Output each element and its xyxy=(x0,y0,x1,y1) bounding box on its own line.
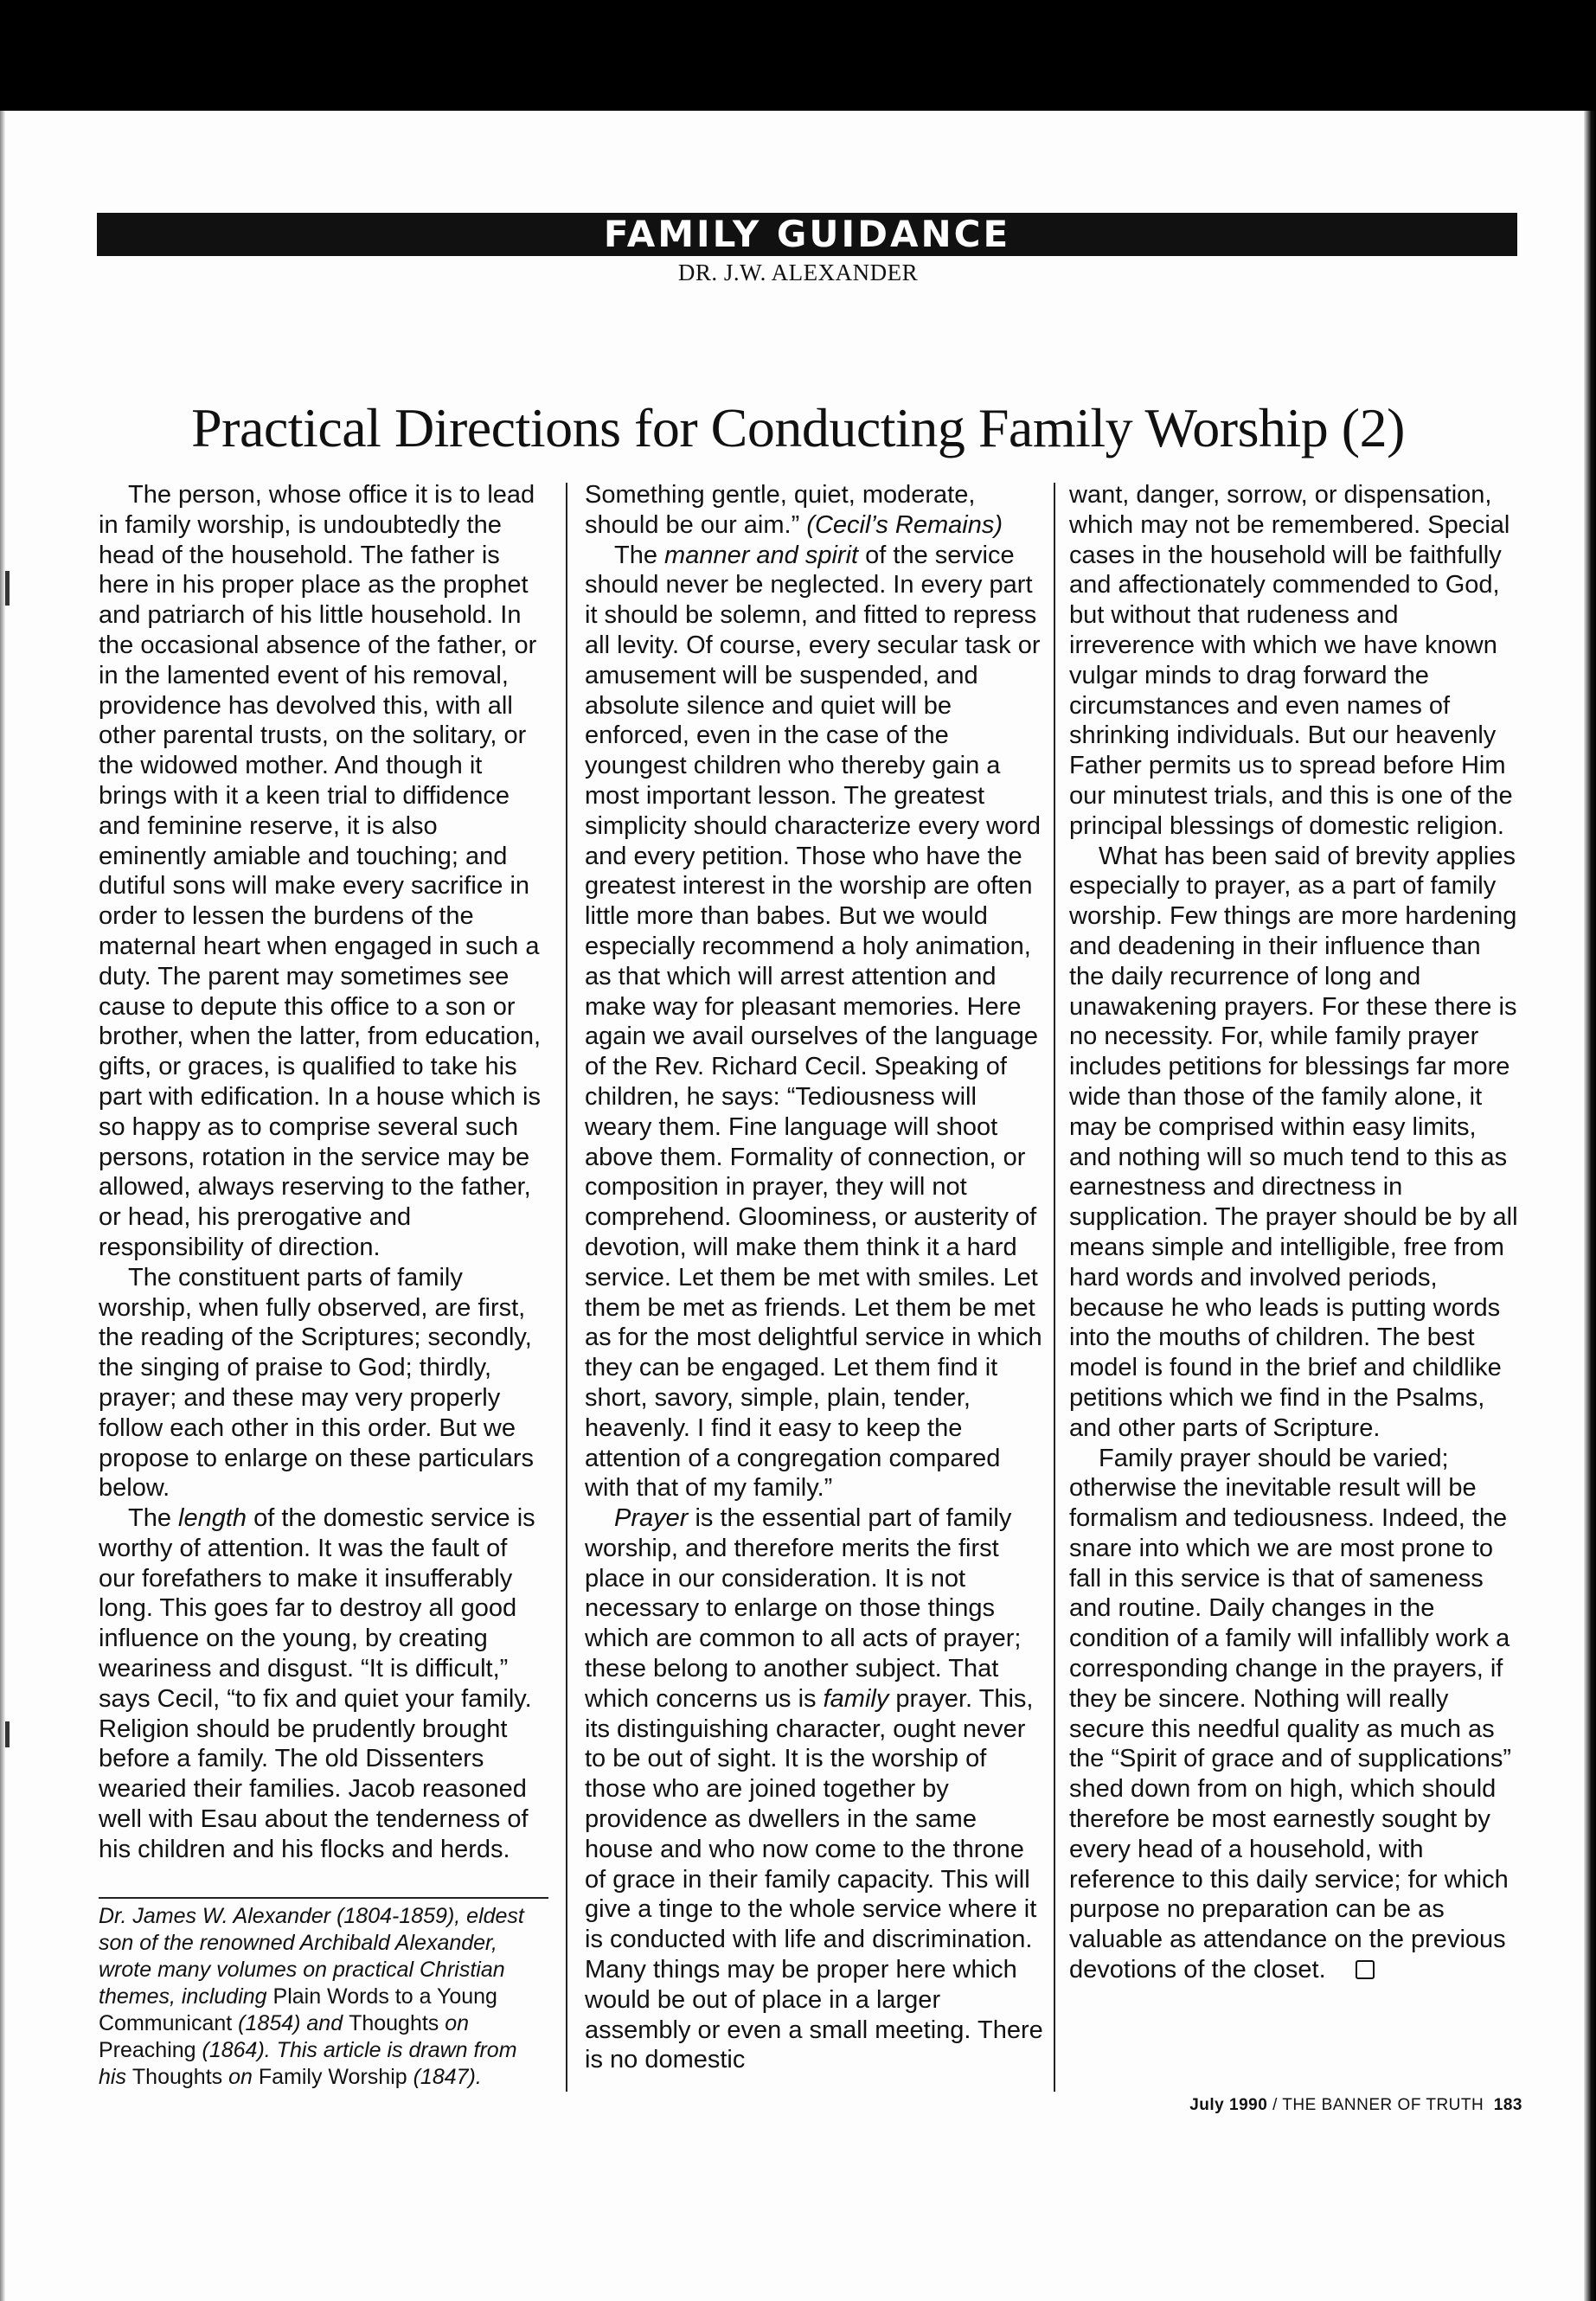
author-note xyxy=(99,1903,548,2091)
column-1 xyxy=(99,480,548,1865)
emphasis: manner and spirit xyxy=(664,541,859,569)
scan-top-border xyxy=(0,0,1596,111)
banner-text: FAMILY GUIDANCE xyxy=(603,213,1011,255)
end-mark-icon xyxy=(1356,1960,1375,1979)
text-run: of the domestic service is worthy of attention. It was the fault of our forefathers to make it insufferably long. This goes far to destroy all good influence on the young, by creating weariness and disgust. “It is difficult,” says Cecil, “to fix and quiet your family. Religion should be prudently brought before a family. The old Dissenters wearied their families. Jacob reasoned well with Esau about the tenderness of his children and his flocks and herds. xyxy=(99,1504,535,1863)
scan-mark xyxy=(5,571,10,606)
page-number: 183 xyxy=(1493,2096,1522,2114)
scan-mark xyxy=(5,1721,10,1747)
citation: (Cecil’s Remains) xyxy=(806,510,1003,539)
paragraph xyxy=(585,541,1043,1504)
text-run: is the essential part of family worship, and therefore merits the first place in our consideration. It is not necessary to enlarge on those things which are common to all acts of prayer; these belong to another subject. That which concerns us is xyxy=(585,1504,1022,1713)
column-2 xyxy=(585,480,1043,2075)
paragraph: want, danger, sorrow, or dispensation, which may not be remembered. Special cases in the household will be faithfully and affectionately commended to God, but without that rudeness and irreverence with which we have known vulgar minds to drag forward the circumstances and even names of shrinking individuals. But our heavenly Father permits us to spread before Him our minutest trials, and this is one of the principal blessings of domestic religion. xyxy=(1069,481,1513,840)
book-title: Family Worship xyxy=(258,2065,407,2089)
text-run: Dr. James W. Alexander (1804-1859), eldest son of the renowned Archibald Alexander, wrote many volumes on practical Christian themes, including xyxy=(99,1904,524,2009)
book-title: Plain Words to a Young Communicant xyxy=(99,1984,497,2035)
article-title: Practical Directions for Conducting Family Worship (2) xyxy=(191,397,1405,458)
text-run: on xyxy=(439,2011,470,2035)
book-title: Thoughts xyxy=(349,2011,439,2035)
emphasis: family xyxy=(823,1684,889,1713)
column-3 xyxy=(1069,480,1519,1985)
paragraph xyxy=(585,480,1043,541)
paragraph xyxy=(99,1503,548,1865)
footer-separator: / xyxy=(1267,2096,1283,2114)
text-run: (1854) and xyxy=(232,2011,349,2035)
book-title: Thoughts xyxy=(131,2065,223,2089)
text-run: (1847). xyxy=(407,2065,482,2089)
column-rule xyxy=(1054,483,1055,2092)
text-run: of the service should never be neglected. In every part it should be solemn, and fitted to repress all levity. Of course, every secular task or amusement will be suspended, and absolute silence and quiet will be enforced, even in the case of the youngest children who thereby gain a most important lesson. The greatest simplicity should characterize every word and every petition. Those who have the greatest interest in the worship are often little more than babes. But we would especially recommend a holy animation, as that which will arrest attention and make way for pleasant memories. Here again we avail ourselves of the language of the Rev. Richard Cecil. Speaking of children, he says: “Tediousness will weary them. Fine language will shoot above them. Formality of connection, or composition in prayer, they will not comprehend. Gloominess, or austerity of devotion, will make them think it a hard service. Let them be met with smiles. Let them be met as friends. Let them be met as for the most delightful service in which they can be engaged. Let them find it short, savory, simple, plain, tender, heavenly. I find it easy to keep the attention of a congregation compared with that of my family.” xyxy=(585,541,1042,1503)
emphasis: length xyxy=(178,1504,247,1533)
paragraph: The constituent parts of family worship, when fully observed, are first, the reading of the Scriptures; secondly, the singing of praise to God; thirdly, prayer; and these may very properly follow each other in this order. But we propose to enlarge on these particulars below. xyxy=(99,1263,534,1503)
paragraph xyxy=(1069,1444,1519,1985)
footer-date: July 1990 xyxy=(1189,2096,1268,2114)
text-run: Family prayer should be varied; otherwise the inevitable result will be formalism and tediousness. Indeed, the snare into which we are most prone to fall in this service is that of sameness and routine. Daily changes in the condition of a family will infallibly work a corresponding change in the prayers, if they be sincere. Nothing will really secure this needful quality as much as the “Spirit of grace and of supplications” shed down from on high, which should therefore be most earnestly sought by every head of a household, with reference to this daily service; for which purpose no preparation can be as valuable as attendance on the previous devotions of the closet. xyxy=(1069,1444,1511,1984)
text-run: Something gentle, quiet, moderate, should be our aim.” xyxy=(585,481,976,539)
author-byline: DR. J.W. ALEXANDER xyxy=(677,260,919,285)
emphasis: Prayer xyxy=(614,1504,689,1533)
text-run: The xyxy=(614,541,665,569)
book-title: Preaching xyxy=(99,2038,196,2062)
text-run: on xyxy=(222,2065,259,2089)
text-run: (1864). This article is drawn from his xyxy=(99,2038,517,2089)
note-rule xyxy=(99,1897,548,1899)
text-run: prayer. This, its distinguishing character, ought never to be out of sight. It is the worship of those who are joined together by providence as dwellers in the same house and who now come to the throne of grace in their family capacity. This will give a tinge to the whole service where it is conducted with life and discrimination. Many things may be proper here which would be out of place in a larger assembly or even a small meeting. There is no domestic xyxy=(585,1684,1043,2074)
page-footer xyxy=(1185,2096,1522,2115)
column-rule xyxy=(566,483,567,2092)
paragraph xyxy=(585,1503,1043,2075)
text-run: The xyxy=(128,1504,179,1533)
footer-magazine: THE BANNER OF TRUTH xyxy=(1282,2096,1484,2114)
paragraph: What has been said of brevity applies especially to prayer, as a part of family worship. Few things are more hardening and deadening in their influence than the daily recurrence of long and unawakening prayers. For these there is no necessity. For, while family prayer includes petitions for blessings far more wide than those of the family alone, it may be comprised within easy limits, and nothing will so much tend to this as earnestness and directness in supplication. The prayer should be by all means simple and intelligible, free from hard words and involved periods, because he who leads is putting words into the mouths of children. The best model is found in the brief and childlike petitions which we find in the Psalms, and other parts of Scripture. xyxy=(1069,842,1518,1442)
paragraph: The person, whose office it is to lead in family worship, is undoubtedly the head of the household. The father is here in his proper place as the prophet and patriarch of his little household. In the occasional absence of the father, or in the lamented event of his removal, providence has devolved this, with all other parental trusts, on the solitary, or the widowed mother. And though it brings with it a keen trial to diffidence and feminine reserve, it is also eminently amiable and touching; and dutiful sons will make every sacrifice in order to lessen the burdens of the maternal heart when engaged in such a duty. The parent may sometimes see cause to depute this office to a son or brother, when the latter, from education, gifts, or graces, is qualified to take his part with edification. In a house which is so happy as to comprise several such persons, rotation in the service may be allowed, always reserving to the father, or head, his prerogative and responsibility of direction. xyxy=(99,481,542,1261)
section-banner xyxy=(97,213,1517,256)
